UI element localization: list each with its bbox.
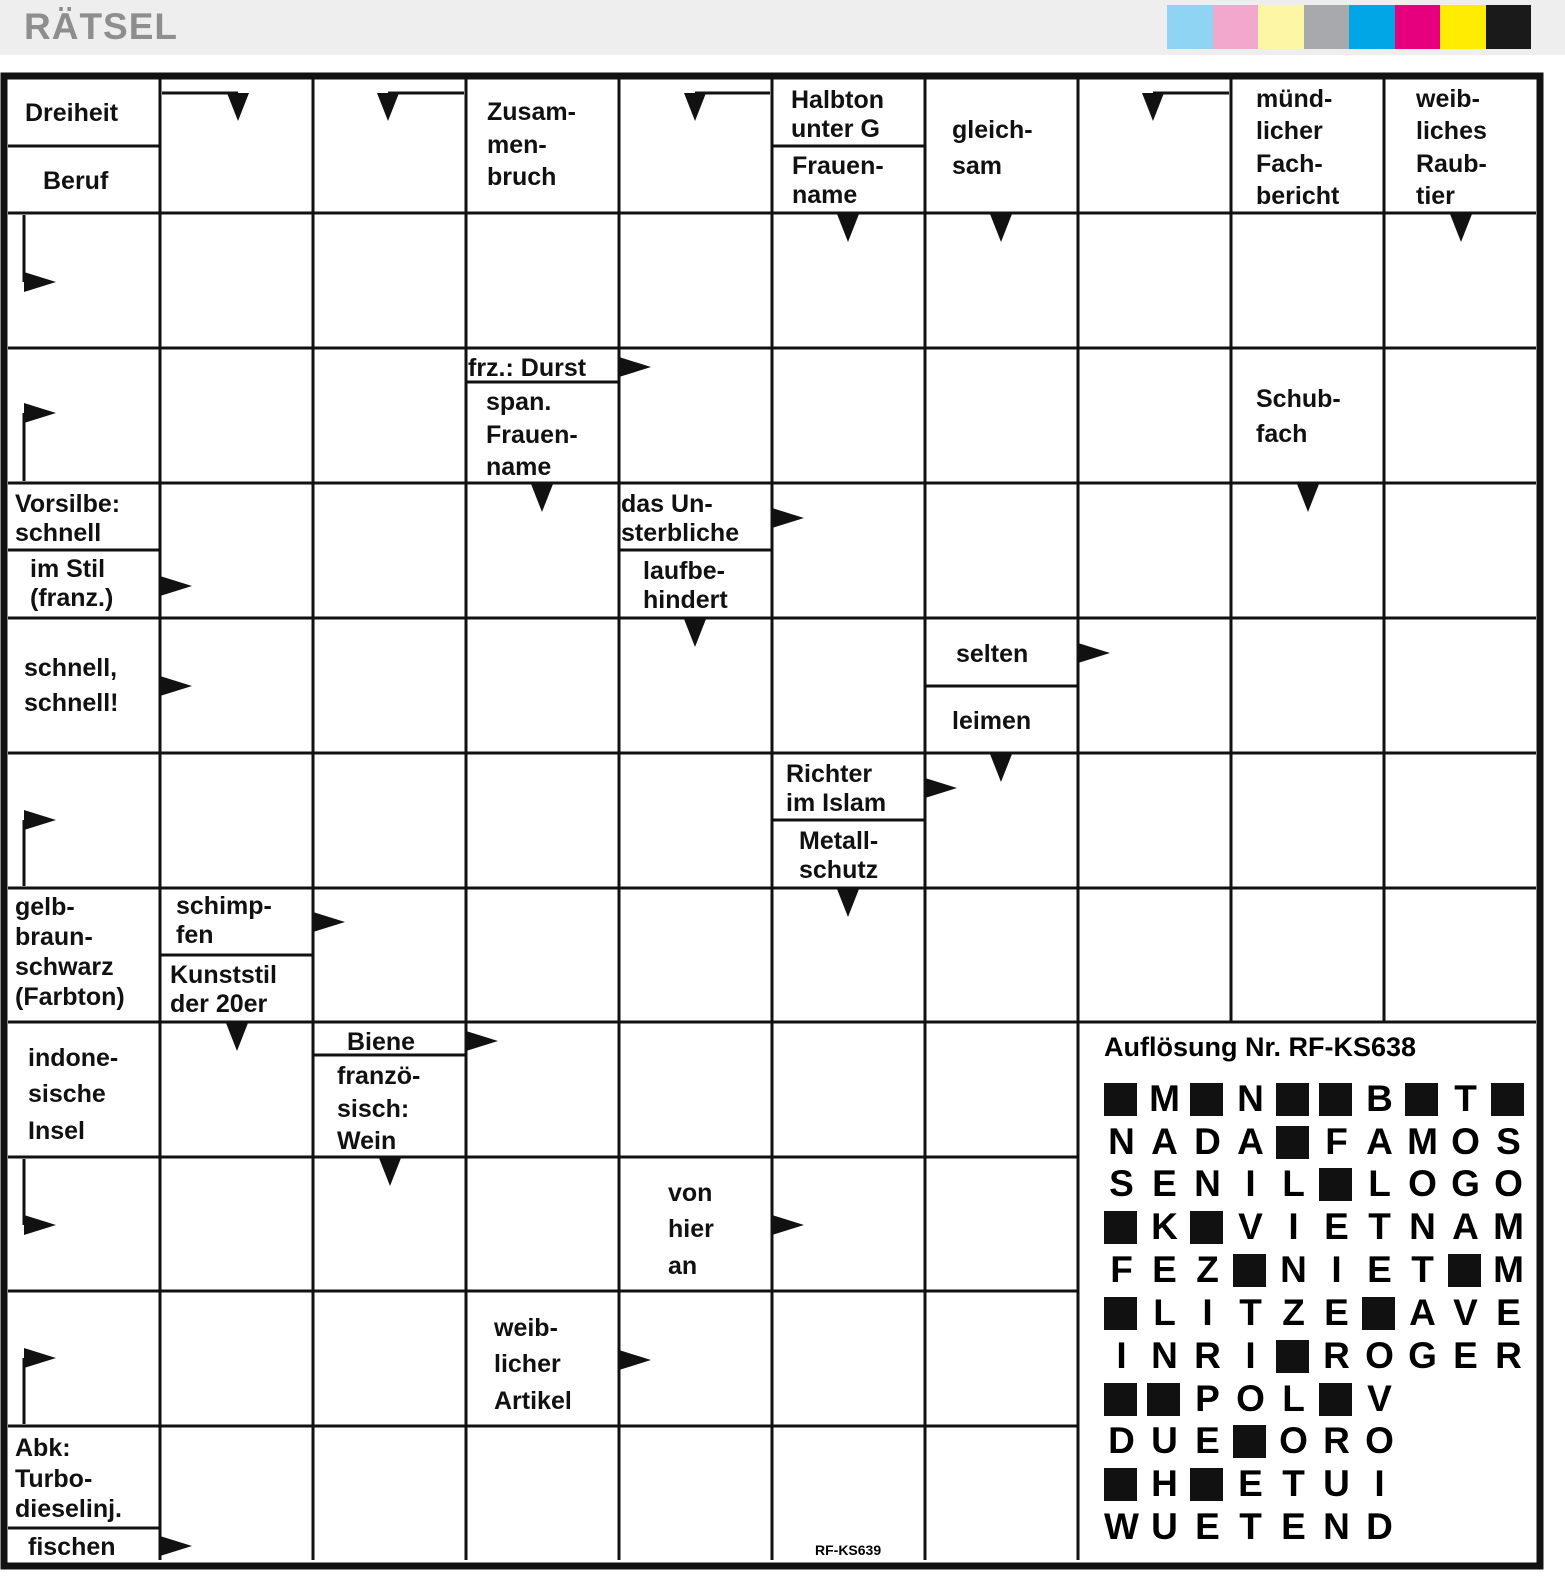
solution-letter: R — [1495, 1335, 1522, 1376]
solution-letter: E — [1238, 1463, 1263, 1504]
clue-line: braun- — [15, 923, 93, 951]
arrow-right-icon — [466, 1031, 498, 1051]
solution-letter: E — [1367, 1249, 1392, 1290]
solution-letter: N — [1194, 1163, 1221, 1204]
solution-letter: E — [1195, 1420, 1220, 1461]
solution-letter: O — [1451, 1121, 1480, 1162]
solution-letter: I — [1202, 1292, 1213, 1333]
clue-line: Metall- — [799, 827, 879, 855]
solution-letter: N — [1280, 1249, 1307, 1290]
puzzle-code: RF-KS639 — [815, 1542, 882, 1558]
solution-letter: E — [1324, 1206, 1349, 1247]
solution-letter: S — [1109, 1163, 1134, 1204]
solution-letter: I — [1116, 1335, 1127, 1376]
solution-letter: I — [1245, 1335, 1256, 1376]
clue-line: Halbton — [791, 86, 885, 114]
clue-line: span. — [486, 388, 552, 416]
solution-row — [1100, 1463, 1401, 1505]
clue-line: Raub- — [1416, 149, 1487, 178]
solution-letter: N — [1409, 1206, 1436, 1247]
solution-letter: E — [1281, 1506, 1306, 1547]
clue-line: sterbliche — [621, 519, 740, 548]
solution-letter: D — [1108, 1420, 1135, 1461]
clue-line: Schub- — [1256, 385, 1341, 413]
solution-letter: T — [1454, 1078, 1477, 1119]
solution-letter: F — [1110, 1249, 1133, 1290]
solution-letter: V — [1367, 1378, 1392, 1419]
solution-letter: B — [1366, 1078, 1393, 1119]
clue-kunststil — [170, 961, 277, 1020]
arrow-down-icon — [990, 214, 1012, 242]
solution-letter: M — [1407, 1121, 1438, 1162]
arrow-right-icon — [160, 676, 192, 696]
arrow-down-icon — [1142, 93, 1164, 121]
clue-line: unter G — [791, 115, 880, 144]
arrow-right-icon — [925, 778, 957, 798]
solution-block — [1143, 1378, 1186, 1420]
clue-line: franzö- — [337, 1062, 421, 1090]
solution-letter: O — [1408, 1163, 1437, 1204]
clue-line: (franz.) — [30, 584, 114, 613]
clue-line: (Farbton) — [15, 983, 125, 1011]
clue-line: bericht — [1256, 181, 1340, 210]
clue-line: hindert — [643, 586, 728, 615]
clue-line: Vorsilbe: — [15, 490, 121, 518]
solution-letter: Z — [1196, 1249, 1219, 1290]
solution-letter: M — [1149, 1078, 1180, 1119]
solution-row — [1100, 1292, 1530, 1334]
clue-line: sisch: — [337, 1094, 410, 1123]
solution-block — [1100, 1206, 1143, 1248]
solution-letter: I — [1288, 1206, 1299, 1247]
solution-letter: D — [1194, 1121, 1221, 1162]
solution-block — [1315, 1163, 1358, 1205]
clue-vorsilbe — [15, 490, 120, 549]
arrow-right-icon — [619, 1350, 651, 1370]
solution-letter: E — [1152, 1163, 1177, 1204]
solution-row — [1100, 1206, 1530, 1248]
solution-letter: N — [1108, 1121, 1135, 1162]
solution-row — [1100, 1163, 1530, 1205]
clue-line: von — [668, 1179, 713, 1207]
clue-halbton — [791, 86, 884, 145]
solution-letter: H — [1151, 1463, 1178, 1504]
clue-line: gleich- — [952, 116, 1033, 144]
arrow-right-icon — [24, 810, 56, 830]
solution-letter: T — [1411, 1249, 1434, 1290]
clue-line: indone- — [28, 1044, 119, 1072]
clue-line: licher — [494, 1350, 561, 1379]
solution-block — [1315, 1078, 1358, 1120]
solution-letter: L — [1282, 1163, 1305, 1204]
arrow-down-icon — [1297, 484, 1319, 512]
solution-letter: O — [1365, 1420, 1394, 1461]
clue-weiblicher-artikel — [494, 1310, 572, 1419]
clue-line: liches — [1416, 117, 1487, 146]
solution-letter: V — [1453, 1292, 1478, 1333]
arrow-right-icon — [772, 508, 804, 528]
solution-letter: U — [1151, 1506, 1178, 1547]
solution-block — [1315, 1378, 1358, 1420]
clue-schimpfen — [176, 892, 272, 951]
solution-block — [1100, 1463, 1143, 1505]
solution-letter: R — [1194, 1335, 1221, 1376]
clue-laufbehindert — [643, 557, 728, 616]
solution-letter: E — [1324, 1292, 1349, 1333]
clue-line: fach — [1256, 420, 1308, 448]
arrow-down-icon — [379, 1158, 401, 1186]
solution-letter: L — [1368, 1163, 1391, 1204]
clue-durst: frz.: Durst — [468, 354, 587, 382]
solution-block — [1401, 1078, 1444, 1120]
clue-gleichsam — [952, 112, 1033, 185]
clue-line: men- — [487, 130, 547, 159]
clue-line: schnell! — [24, 689, 119, 717]
solution-row — [1100, 1378, 1401, 1420]
clue-schubfach — [1256, 382, 1341, 452]
solution-letter: O — [1236, 1378, 1265, 1419]
clue-line: dieselinj. — [15, 1495, 122, 1523]
clue-dreiheit: Dreiheit — [25, 99, 119, 127]
clue-line: im Stil — [30, 555, 106, 583]
arrow-down-icon — [377, 93, 399, 121]
arrow-right-icon — [772, 1215, 804, 1235]
solution-letter: R — [1323, 1420, 1350, 1461]
clue-metallschutz — [799, 827, 878, 886]
arrow-down-icon — [990, 754, 1012, 782]
solution-letter: V — [1238, 1206, 1263, 1247]
arrow-down-icon — [227, 93, 249, 121]
solution-letter: E — [1496, 1292, 1521, 1333]
clue-schnell-schnell — [24, 651, 118, 721]
arrow-right-icon — [160, 576, 192, 596]
clue-line: Richter — [786, 760, 873, 788]
arrow-right-icon — [24, 1348, 56, 1368]
solution-block — [1100, 1078, 1143, 1120]
clue-zusammenbruch — [487, 96, 576, 194]
solution-block — [1100, 1378, 1143, 1420]
solution-letter: M — [1493, 1249, 1524, 1290]
solution-letter: A — [1151, 1121, 1178, 1162]
arrow-right-icon — [24, 403, 56, 423]
solution-row — [1100, 1420, 1401, 1462]
clue-raubtier — [1416, 83, 1487, 212]
clue-line: weib- — [494, 1314, 558, 1342]
clue-line: der 20er — [170, 990, 268, 1019]
clue-line: name — [486, 453, 552, 481]
solution-letter: N — [1237, 1078, 1264, 1119]
clue-line: fen — [176, 921, 214, 950]
arrow-right-icon — [313, 912, 345, 932]
solution-letter: T — [1368, 1206, 1391, 1247]
solution-letter: A — [1409, 1292, 1436, 1333]
arrow-right-icon — [1078, 643, 1110, 663]
solution-letter: Z — [1282, 1292, 1305, 1333]
solution-letter: G — [1451, 1163, 1480, 1204]
solution-letter: L — [1153, 1292, 1176, 1333]
solution-row — [1100, 1249, 1530, 1291]
arrow-right-icon — [619, 357, 651, 377]
solution-letter: U — [1323, 1463, 1350, 1504]
solution-block — [1487, 1078, 1530, 1120]
arrow-down-icon — [684, 619, 706, 647]
clue-line: Fach- — [1256, 149, 1323, 178]
clue-leimen: leimen — [952, 707, 1032, 735]
clue-line: Artikel — [494, 1386, 572, 1415]
solution-letter: T — [1239, 1292, 1262, 1333]
solution-letter: I — [1245, 1163, 1256, 1204]
arrow-right-icon — [160, 1536, 192, 1556]
solution-block — [1186, 1463, 1229, 1505]
solution-block — [1100, 1292, 1143, 1334]
clue-selten: selten — [956, 640, 1029, 668]
solution-row — [1100, 1078, 1530, 1120]
clue-line: im Islam — [786, 789, 887, 818]
arrow-down-icon — [684, 93, 706, 121]
arrow-right-icon — [24, 1215, 56, 1235]
arrow-down-icon — [837, 889, 859, 917]
solution-letter: A — [1237, 1121, 1264, 1162]
arrow-down-icon — [1450, 214, 1472, 242]
solution-letter: K — [1151, 1206, 1178, 1247]
clue-line: gelb- — [15, 893, 75, 921]
page-title: RÄTSEL — [24, 6, 178, 47]
clue-line: das Un- — [621, 490, 713, 518]
solution-letter: L — [1282, 1378, 1305, 1419]
clue-indonesische-insel — [28, 1040, 118, 1149]
arrow-down-icon — [226, 1023, 248, 1051]
clue-span-frauenname — [486, 386, 578, 484]
solution-letter: N — [1323, 1506, 1350, 1547]
clue-von-hier-an — [668, 1175, 714, 1284]
solution-letter: E — [1152, 1249, 1177, 1290]
clue-unsterbliche — [621, 490, 739, 549]
clue-richter — [786, 760, 886, 819]
clue-frauenname — [792, 152, 884, 211]
solution-row — [1100, 1335, 1530, 1377]
clue-line: schnell — [15, 519, 102, 548]
clue-line: hier — [668, 1215, 714, 1244]
solution-letter: N — [1151, 1335, 1178, 1376]
solution-letter: M — [1493, 1206, 1524, 1247]
clue-line: schwarz — [15, 953, 114, 981]
clue-line: laufbe- — [643, 557, 725, 585]
solution-block — [1358, 1292, 1401, 1334]
solution-row — [1100, 1506, 1401, 1548]
solution-block — [1229, 1420, 1272, 1462]
clue-wein — [337, 1060, 420, 1158]
solution-letter: G — [1408, 1335, 1437, 1376]
clue-line: Insel — [28, 1116, 85, 1145]
clue-line: Kunststil — [170, 961, 277, 989]
solution-letter: E — [1195, 1506, 1220, 1547]
solution-block — [1444, 1249, 1487, 1291]
clue-fischen: fischen — [28, 1533, 116, 1561]
clue-line: Zusam- — [487, 98, 576, 126]
clue-beruf: Beruf — [43, 167, 109, 195]
clue-line: münd- — [1256, 85, 1333, 113]
solution-letter: R — [1323, 1335, 1350, 1376]
solution-letter: O — [1365, 1335, 1394, 1376]
clue-line: an — [668, 1251, 698, 1280]
clue-line: Frauen- — [486, 420, 578, 449]
solution-letter: O — [1494, 1163, 1523, 1204]
clue-line: tier — [1416, 181, 1455, 210]
clue-line: Wein — [337, 1127, 397, 1155]
solution-block — [1186, 1078, 1229, 1120]
clue-line: name — [792, 181, 858, 210]
solution-letter: P — [1195, 1378, 1220, 1419]
clue-line: Turbo- — [15, 1464, 93, 1493]
arrow-down-icon — [531, 484, 553, 512]
solution-letter: I — [1331, 1249, 1342, 1290]
solution-letter: D — [1366, 1506, 1393, 1547]
clue-line: Frauen- — [792, 152, 884, 180]
clue-line: schnell, — [24, 654, 118, 682]
clue-line: sische — [28, 1080, 106, 1109]
clue-line: weib- — [1416, 85, 1480, 113]
solution-block — [1272, 1078, 1315, 1120]
solution-letter: O — [1279, 1420, 1308, 1461]
clue-line: Abk: — [15, 1434, 71, 1462]
arrow-right-icon — [24, 272, 56, 292]
solution-block — [1186, 1206, 1229, 1248]
clue-line: bruch — [487, 163, 557, 191]
solution-letter: I — [1374, 1463, 1385, 1504]
solution-letter: A — [1366, 1121, 1393, 1162]
clue-line: sam — [952, 152, 1003, 181]
solution-letter: F — [1325, 1121, 1348, 1162]
clue-line: schutz — [799, 856, 879, 885]
solution-letter: E — [1453, 1335, 1478, 1376]
solution-letter: T — [1282, 1463, 1305, 1504]
solution-letter: A — [1452, 1206, 1479, 1247]
solution-block — [1272, 1335, 1315, 1377]
solution-letter: S — [1496, 1121, 1521, 1162]
solution-letter: U — [1151, 1420, 1178, 1461]
solution-letter: W — [1104, 1506, 1139, 1547]
solution-block — [1229, 1249, 1272, 1291]
clue-line: schimp- — [176, 892, 272, 920]
clue-turbodiesel — [15, 1433, 122, 1525]
clue-gelbbraun — [15, 892, 125, 1012]
arrow-down-icon — [837, 214, 859, 242]
solution-letter: T — [1239, 1506, 1262, 1547]
solution-title: Auflösung Nr. RF-KS638 — [1104, 1032, 1417, 1062]
clue-im-stil — [30, 555, 113, 614]
solution-row — [1100, 1121, 1530, 1163]
solution-block — [1272, 1121, 1315, 1163]
clue-line: licher — [1256, 117, 1323, 146]
clue-biene: Biene — [347, 1028, 416, 1056]
clue-muendlicher-fachbericht — [1256, 83, 1339, 212]
